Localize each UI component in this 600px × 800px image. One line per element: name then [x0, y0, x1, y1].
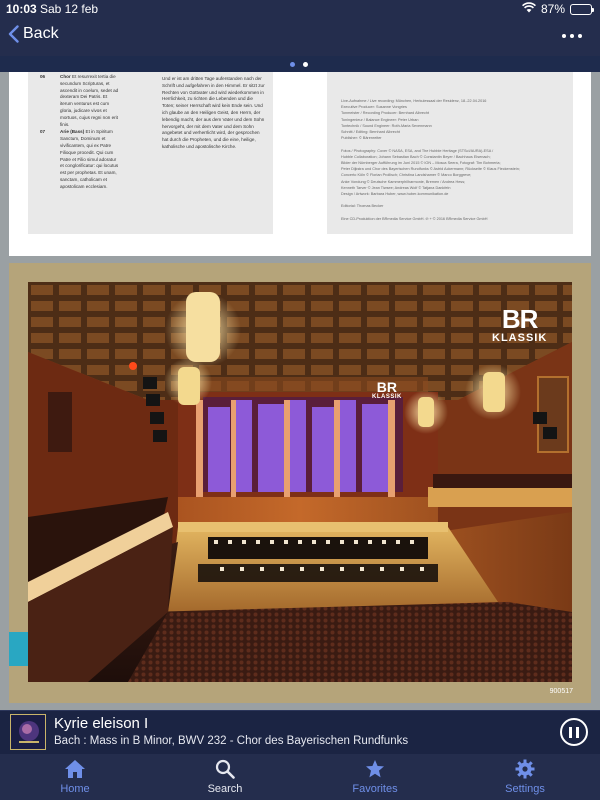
status-bar — [0, 0, 600, 18]
credit-line: Live-Aufnahme / Live recording: München, Herkulessaal der Residenz, 18.-22.04.2016 — [341, 99, 487, 103]
wifi-icon — [522, 2, 536, 16]
battery-percent: 87% — [540, 2, 565, 16]
credits-panel — [327, 72, 573, 234]
tab-favorites-label: Favorites — [352, 783, 398, 795]
credit-line: Concerto Köln © Florian Prollisch; Christina Landshamer © Marco Borggreve; — [341, 173, 472, 178]
bookmark-tab — [9, 632, 28, 666]
credit-line: Anke Vondung © Deutsche Kammerphilharmonie, Bremen / Andrea Hess; — [341, 179, 466, 184]
stage-br-mark: BR — [376, 379, 398, 395]
tab-home-label: Home — [60, 783, 90, 795]
battery-icon — [570, 4, 592, 15]
more-icon — [562, 34, 566, 38]
credit-line: Kenneth Tarver © Jean Tiwsee; Andreas Wolf © Tatjana Dankfeln — [341, 185, 451, 190]
concert-hall-photo — [28, 282, 572, 682]
track-subtitle[interactable]: Bach : Mass in B Minor, BWV 232 - Chor des Bayerischen Rundfunks — [54, 735, 409, 747]
nav-bar — [0, 18, 600, 56]
now-playing-bar[interactable] — [0, 710, 600, 754]
credits-text — [341, 98, 561, 222]
pause-button[interactable] — [560, 718, 588, 746]
status-time: 10:03 — [6, 2, 37, 16]
booklet-reader[interactable] — [0, 72, 600, 710]
lyric-number: 06 — [40, 74, 46, 79]
chevron-left-icon — [8, 25, 19, 43]
track-title[interactable]: Kyrie eleison I — [54, 715, 149, 732]
lyric-text: Et resurrexit tertia die secundum Scripturas, et ascendit in coelum, sedet ad dexteram Dei Patris. Et iterum venturus est cum gloria, judicare vivos et mortuos, cujus regni non erit finis. — [60, 74, 119, 127]
stage-br-logo — [372, 380, 402, 400]
tab-favorites[interactable] — [300, 754, 450, 800]
status-date: Sab 12 feb — [40, 2, 99, 16]
tab-search[interactable] — [150, 754, 300, 800]
latin-lyrics — [40, 74, 120, 191]
credit-line: Tonmeister / Recording Producer: Bernhard Albrecht — [341, 111, 430, 116]
credit-line: Hubble Collaboration; Johann Sebastian Bach © Constantin Beyer / Bachhaus Eisenach; — [341, 154, 491, 159]
lyrics-panel — [28, 72, 273, 234]
page-indicator — [0, 56, 600, 72]
catalog-number: 900517 — [549, 688, 573, 695]
lyric-number: 07 — [40, 129, 46, 135]
credit-line: Bilder der Nürnberger Aufführung im Juni 2015 © ION – Mosca Seera, Fotograf: Tim Bohmeria; — [341, 161, 501, 166]
credit-line: Editorial: Thomas Becker — [341, 204, 384, 209]
home-icon — [64, 759, 86, 779]
more-button[interactable] — [562, 28, 584, 44]
lyric-item — [40, 74, 120, 128]
gear-icon — [515, 759, 535, 779]
credit-line: Design / Artwork: Barbara Huber, www.huber-kommunikation.de — [341, 192, 449, 197]
german-translation: Und er ist am dritten Tage auferstanden nach der Schrift und aufgefahren in den Himmel. Er sitzt zur Rechten von Gottvater und wird wiederkommen in Herrlichkeit, zu richten die Lebenden und die Toten; seiner Herrschaft wird kein Ende sein. Und ich glaube an den Heiligen Geist, den Herrn, der lebendig macht, der aus dem Vater und dem Sohn hervorgeht, der mit dem Vater und dem Sohn angebetet und verherrlicht wird, der gesprochen hat durch die Propheten, und die eine, heilige, katholische und apostolische Kirche. — [162, 76, 265, 149]
tab-bar — [0, 754, 600, 800]
credit-line: Publisher: © Bärenreiter — [341, 136, 382, 141]
credit-line: Executive Producer: Susanne Vongries — [341, 105, 407, 110]
credit-line: Tontechnik / Sound Engineer: Roth-Maria Sevenmann — [341, 123, 432, 128]
album-cover-thumbnail[interactable] — [10, 714, 46, 750]
credit-line: Fotos / Photography: Cover © NASA, ESA, and The Hubble Heritage (STScI/AURA)-ESA / — [341, 148, 494, 153]
search-icon — [215, 759, 235, 779]
album-photo-page — [9, 263, 591, 703]
lyric-voice: Chor — [60, 74, 71, 79]
page-dot-2[interactable] — [303, 62, 308, 67]
back-button[interactable] — [8, 25, 59, 43]
credit-line: Schnitt / Editing: Bernhard Albrecht — [341, 130, 400, 135]
status-right — [522, 2, 592, 16]
klassik-logo-text: KLASSIK — [492, 332, 548, 344]
tab-search-label: Search — [207, 783, 243, 795]
lyric-voice: Arie (Bass) — [60, 129, 85, 135]
credit-line: Toningenieur / Balance Engineer: Peter Urban — [341, 117, 419, 122]
page-dot-1[interactable] — [290, 62, 295, 67]
br-klassik-logo — [492, 306, 547, 344]
lyric-item — [40, 129, 120, 190]
br-logo-mark: BR — [501, 304, 538, 334]
stage-klassik-text: KLASSIK — [372, 394, 402, 400]
tab-home[interactable] — [0, 754, 150, 800]
tab-settings[interactable] — [450, 754, 600, 800]
back-label: Back — [23, 25, 59, 42]
pause-icon — [569, 727, 572, 738]
credit-line: Eine CD-Produktion der BRmedia Service GmbH. ℗ + © 2016 BRmedia Service GmbH — [341, 216, 488, 221]
star-icon — [365, 759, 385, 779]
tab-settings-label: Settings — [505, 783, 545, 795]
lyric-text: Et in Spiritum Sanctum, Dominum et vivificantem, qui ex Patre Filioque procedit. Qui cum Patre et Filio simul adoratur et conglorificatur: qui locutus est per prophetas. Et unam, sanctam, catholicam et apostolicam ecclesiam. — [60, 129, 119, 189]
booklet-text-page — [9, 72, 591, 256]
credit-line: Peter Dijkstra und Chor des Bayerischen Rundfunks © Astrid Ackermann; Rückseite © Klaus Fleckenstein; — [341, 167, 520, 172]
